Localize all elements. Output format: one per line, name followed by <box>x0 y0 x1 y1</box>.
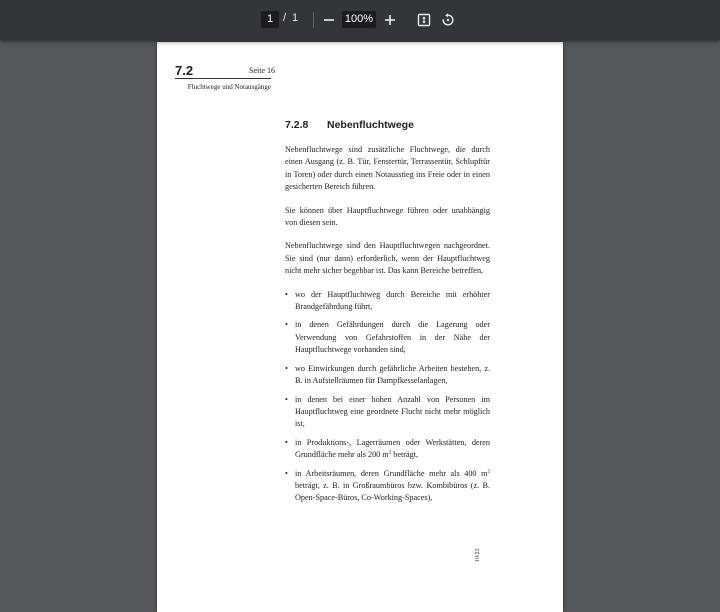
bullet-marker: • <box>285 437 288 447</box>
page-number-input[interactable]: 1 <box>261 11 279 28</box>
bullet-marker: • <box>285 394 288 404</box>
list-item-text: in Arbeitsräumen, deren Grundfläche mehr als 400 $m^2$ beträgt, z. B. in Großraumbüros bzw. Kombibüros (z. B. Open-Space-Büros, Co-Working-Spaces), <box>295 468 490 503</box>
bullet-marker: • <box>285 320 288 330</box>
list-item <box>285 394 490 431</box>
list-item-text: in denen Gefährdungen durch die Lagerung oder Verwendung von Gefahrstoffen in der Nähe der Hauptfluchtwege vorhanden sind, <box>295 320 490 355</box>
list-item <box>285 289 490 314</box>
page-separator: / <box>283 12 287 24</box>
list-item-text: in denen bei einer hohen Anzahl von Personen im Hauptfluchtweg eine geordnete Flucht nicht mehr möglich ist, <box>295 394 490 429</box>
bullet-marker: • <box>285 363 288 373</box>
toolbar-divider <box>313 12 314 28</box>
body-text <box>285 144 490 511</box>
list-item-text: wo Einwirkungen durch gefährliche Arbeiten bestehen, z. B. in Aufstellräumen für Dampfkesselanlagen, <box>295 363 490 386</box>
page-total: 1 <box>292 12 299 24</box>
bullet-marker: • <box>285 468 288 478</box>
zoom-out-button[interactable] <box>319 10 339 30</box>
fit-to-page-button[interactable] <box>414 10 434 30</box>
list-item <box>285 437 490 462</box>
rotate-button[interactable] <box>438 10 458 30</box>
paragraph: Nebenfluchtwege sind den Hauptfluchtwegen nachgeordnet. Sie sind (nur dann) erforderlich, wenn der Hauptfluchtweg nicht mehr sicher begehbar ist. Das kann Bereiche betreffen, <box>285 241 490 276</box>
list-item-text: in Produktions-, Lagerräumen oder Werkstätten, deren Grundfläche mehr als 200 $m^2$ beträgt, <box>295 437 490 460</box>
rotate-icon <box>441 13 455 27</box>
page-code: 10/22 <box>475 548 481 562</box>
page-label: Seite 16 <box>249 66 275 75</box>
list-item <box>285 363 490 388</box>
fit-page-icon <box>417 13 431 27</box>
bullet-list <box>285 289 490 505</box>
section-subtitle: Fluchtwege und Notausgänge <box>187 83 271 91</box>
list-item <box>285 468 490 505</box>
paragraph: Nebenfluchtwege sind zusätzliche Fluchtwege, die durch einen Ausgang (z. B. Tür, Fenstertür, Terrassentür, Schlupftür in Toren) oder durch einen Notausstieg ins Freie oder in einen gesicherten Bereich führen. <box>285 145 490 192</box>
heading-title: Nebenfluchtwege <box>327 119 414 131</box>
pdf-page <box>157 42 563 612</box>
pdf-toolbar <box>0 0 720 40</box>
list-item <box>285 319 490 356</box>
section-number: 7.2 <box>175 63 194 78</box>
zoom-in-button[interactable] <box>380 10 400 30</box>
list-item-text: wo der Hauptfluchtweg durch Bereiche mit erhöhter Brandgefährdung führt, <box>295 289 490 312</box>
heading-number: 7.2.8 <box>285 119 309 131</box>
zoom-level-input[interactable]: 100% <box>342 11 376 28</box>
header-rule <box>175 78 271 79</box>
minus-icon <box>323 14 335 26</box>
plus-icon <box>384 14 396 26</box>
paragraph: Sie können über Hauptfluchtwege führen oder unabhängig von diesen sein. <box>285 205 490 228</box>
bullet-marker: • <box>285 289 288 299</box>
